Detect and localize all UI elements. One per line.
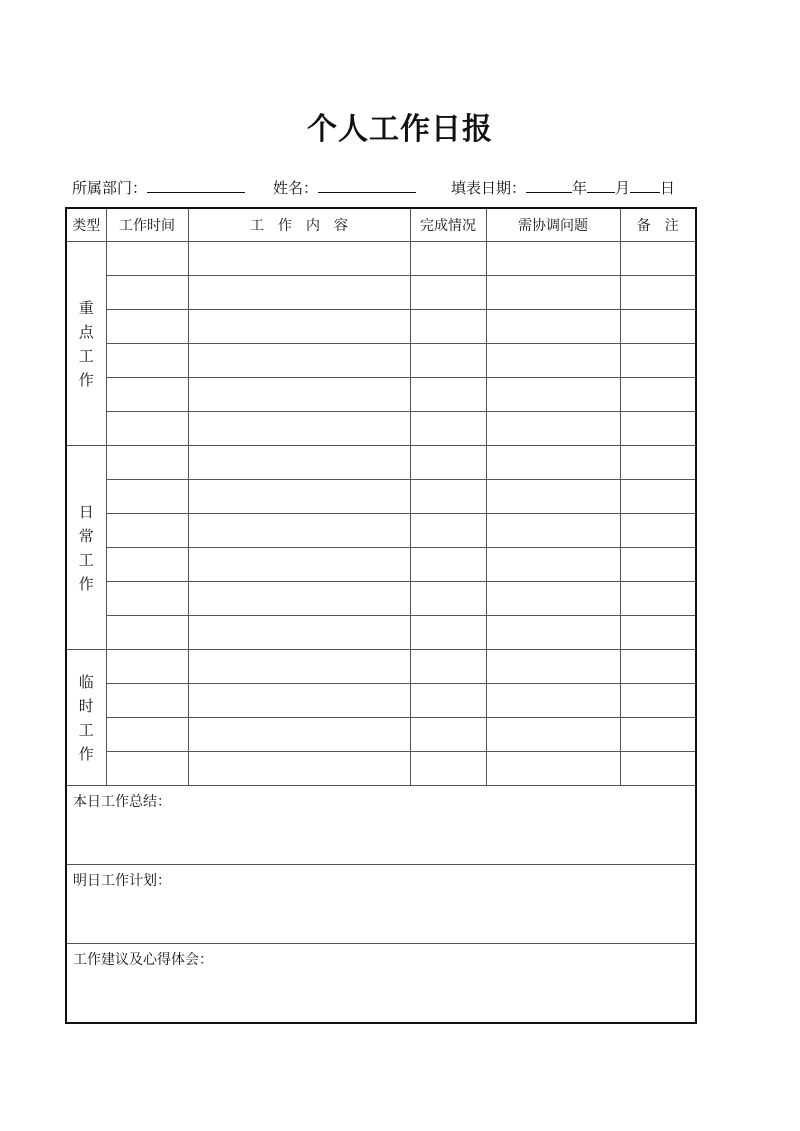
content-cell[interactable] (188, 242, 410, 276)
content-cell[interactable] (188, 310, 410, 344)
time-cell[interactable] (106, 310, 188, 344)
status-cell[interactable] (410, 752, 486, 786)
category-char: 工 (78, 346, 94, 365)
content-cell[interactable] (188, 480, 410, 514)
content-cell[interactable] (188, 548, 410, 582)
day-blank[interactable] (630, 176, 660, 193)
time-cell[interactable] (106, 684, 188, 718)
table-row (66, 582, 696, 616)
table-row (66, 752, 696, 786)
category-char: 工 (78, 550, 94, 569)
notes-cell[interactable] (620, 344, 696, 378)
status-cell[interactable] (410, 412, 486, 446)
year-label: 年 (572, 179, 588, 197)
issues-cell[interactable] (486, 378, 620, 412)
notes-cell[interactable] (620, 548, 696, 582)
time-cell[interactable] (106, 548, 188, 582)
content-cell[interactable] (188, 752, 410, 786)
time-cell[interactable] (106, 582, 188, 616)
col-header-notes: 备 注 (620, 208, 696, 242)
category-char: 作 (78, 744, 94, 763)
notes-cell[interactable] (620, 242, 696, 276)
col-header-content: 工 作 内 容 (188, 208, 410, 242)
suggestion-section (66, 944, 696, 1024)
suggestion-area[interactable] (66, 944, 696, 1024)
status-cell[interactable] (410, 650, 486, 684)
content-cell[interactable] (188, 276, 410, 310)
content-cell[interactable] (188, 718, 410, 752)
col-header-type: 类型 (66, 208, 106, 242)
issues-cell[interactable] (486, 616, 620, 650)
dept-label: 所属部门： (72, 179, 148, 197)
plan-area[interactable] (66, 865, 696, 944)
name-label: 姓名： (273, 179, 319, 197)
table-row (66, 344, 696, 378)
time-cell[interactable] (106, 242, 188, 276)
time-cell[interactable] (106, 412, 188, 446)
category-char: 点 (78, 322, 94, 341)
date-label: 填表日期： (451, 179, 527, 197)
table-header-row (66, 208, 696, 242)
table-row (66, 446, 696, 480)
dept-field[interactable] (72, 176, 245, 198)
table-row (66, 480, 696, 514)
issues-cell[interactable] (486, 242, 620, 276)
notes-cell[interactable] (620, 684, 696, 718)
time-cell[interactable] (106, 650, 188, 684)
notes-cell[interactable] (620, 276, 696, 310)
status-cell[interactable] (410, 310, 486, 344)
time-cell[interactable] (106, 616, 188, 650)
page-title: 个人工作日报 (307, 112, 493, 147)
table-row (66, 514, 696, 548)
table-row (66, 276, 696, 310)
notes-cell[interactable] (620, 650, 696, 684)
plan-section (66, 865, 696, 944)
category-key-work (66, 242, 106, 446)
status-cell[interactable] (410, 344, 486, 378)
time-cell[interactable] (106, 378, 188, 412)
name-blank[interactable] (318, 176, 416, 193)
issues-cell[interactable] (486, 276, 620, 310)
issues-cell[interactable] (486, 514, 620, 548)
content-cell[interactable] (188, 446, 410, 480)
year-blank[interactable] (526, 176, 572, 193)
category-routine-work (66, 446, 106, 650)
time-cell[interactable] (106, 514, 188, 548)
time-cell[interactable] (106, 752, 188, 786)
issues-cell[interactable] (486, 752, 620, 786)
content-cell[interactable] (188, 684, 410, 718)
suggestion-label: 工作建议及心得体会： (73, 952, 213, 968)
table-row (66, 378, 696, 412)
month-blank[interactable] (587, 176, 615, 193)
status-cell[interactable] (410, 684, 486, 718)
issues-cell[interactable] (486, 344, 620, 378)
notes-cell[interactable] (620, 412, 696, 446)
table-row (66, 616, 696, 650)
time-cell[interactable] (106, 480, 188, 514)
notes-cell[interactable] (620, 378, 696, 412)
status-cell[interactable] (410, 548, 486, 582)
issues-cell[interactable] (486, 582, 620, 616)
issues-cell[interactable] (486, 548, 620, 582)
category-temporary-work (66, 650, 106, 786)
category-char: 工 (78, 720, 94, 739)
category-char: 作 (78, 574, 94, 593)
content-cell[interactable] (188, 412, 410, 446)
content-cell[interactable] (188, 650, 410, 684)
status-cell[interactable] (410, 276, 486, 310)
notes-cell[interactable] (620, 582, 696, 616)
category-char: 作 (78, 370, 94, 389)
col-header-status: 完成情况 (410, 208, 486, 242)
table-row (66, 548, 696, 582)
content-cell[interactable] (188, 514, 410, 548)
summary-section (66, 786, 696, 865)
notes-cell[interactable] (620, 718, 696, 752)
notes-cell[interactable] (620, 752, 696, 786)
daily-report-table (65, 207, 697, 1024)
issues-cell[interactable] (486, 650, 620, 684)
notes-cell[interactable] (620, 446, 696, 480)
status-cell[interactable] (410, 718, 486, 752)
issues-cell[interactable] (486, 684, 620, 718)
time-cell[interactable] (106, 344, 188, 378)
table-row (66, 242, 696, 276)
table-row (66, 412, 696, 446)
col-header-time: 工作时间 (106, 208, 188, 242)
date-field[interactable] (451, 176, 675, 198)
col-header-issues: 需协调问题 (486, 208, 620, 242)
status-cell[interactable] (410, 582, 486, 616)
table-row (66, 650, 696, 684)
time-cell[interactable] (106, 446, 188, 480)
status-cell[interactable] (410, 616, 486, 650)
notes-cell[interactable] (620, 616, 696, 650)
table-row (66, 718, 696, 752)
summary-area[interactable] (66, 786, 696, 865)
category-char: 重 (78, 298, 94, 317)
status-cell[interactable] (410, 242, 486, 276)
category-char: 时 (78, 696, 94, 715)
plan-label: 明日工作计划： (73, 873, 171, 889)
issues-cell[interactable] (486, 412, 620, 446)
name-field[interactable] (273, 176, 416, 198)
issues-cell[interactable] (486, 446, 620, 480)
notes-cell[interactable] (620, 480, 696, 514)
status-cell[interactable] (410, 446, 486, 480)
table-row (66, 684, 696, 718)
content-cell[interactable] (188, 378, 410, 412)
status-cell[interactable] (410, 480, 486, 514)
content-cell[interactable] (188, 344, 410, 378)
content-cell[interactable] (188, 616, 410, 650)
month-label: 月 (615, 179, 631, 197)
table-row (66, 310, 696, 344)
issues-cell[interactable] (486, 480, 620, 514)
time-cell[interactable] (106, 718, 188, 752)
notes-cell[interactable] (620, 514, 696, 548)
category-char: 日 (78, 502, 94, 521)
notes-cell[interactable] (620, 310, 696, 344)
content-cell[interactable] (188, 582, 410, 616)
summary-label: 本日工作总结： (73, 794, 171, 810)
issues-cell[interactable] (486, 718, 620, 752)
status-cell[interactable] (410, 514, 486, 548)
status-cell[interactable] (410, 378, 486, 412)
category-char: 常 (78, 526, 94, 545)
time-cell[interactable] (106, 276, 188, 310)
issues-cell[interactable] (486, 310, 620, 344)
category-char: 临 (78, 672, 94, 691)
day-label: 日 (660, 179, 676, 197)
dept-blank[interactable] (147, 176, 245, 193)
